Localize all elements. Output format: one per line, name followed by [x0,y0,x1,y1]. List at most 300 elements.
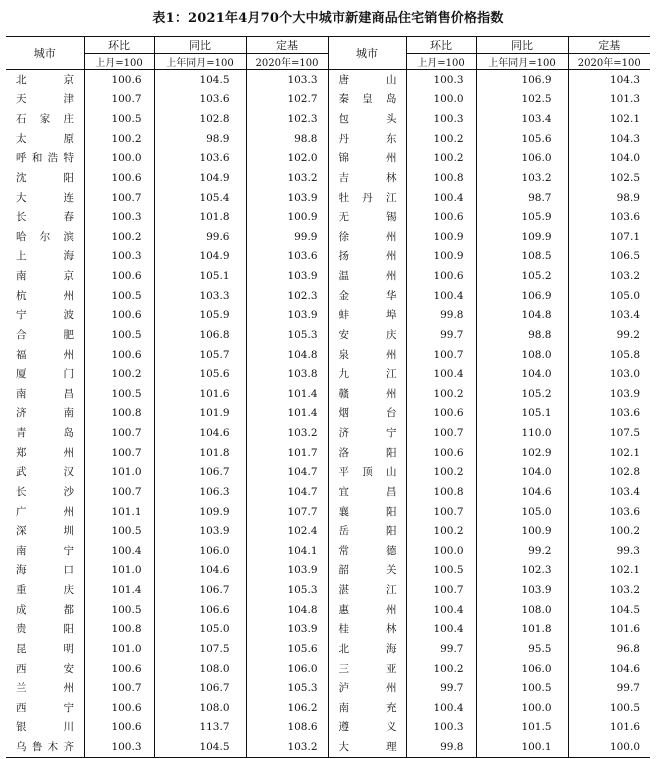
city-name: 宜 昌 [338,485,397,498]
city-name: 济 南 [16,407,74,420]
hb-value-right: 100.5 [406,561,476,581]
table-row [6,423,650,443]
city-cell-right [328,659,406,679]
dj-value-left: 105.6 [246,639,328,659]
city-name: 常 德 [338,544,397,557]
dj-value-left: 105.3 [246,580,328,600]
dj-value-left: 102.0 [246,149,328,169]
city-cell-left [6,247,84,267]
city-cell-left [6,482,84,502]
city-name: 秦皇岛 [338,93,397,106]
dj-value-left: 102.3 [246,109,328,129]
tb-value-left: 106.6 [154,600,246,620]
hb-value-left: 100.6 [84,698,154,718]
hb-value-left: 101.0 [84,639,154,659]
city-name: 石家庄 [16,113,74,126]
tb-value-right: 103.2 [476,168,568,188]
hb-value-right: 100.6 [406,207,476,227]
dj-value-right: 103.6 [568,404,650,424]
dj-subheader-left: 2020年=100 [246,54,328,70]
tb-header-left: 同比 [154,37,246,54]
tb-value-left: 108.0 [154,659,246,679]
dj-value-left: 101.4 [246,384,328,404]
table-row [6,129,650,149]
dj-header-right: 定基 [568,37,650,54]
city-cell-left [6,678,84,698]
hb-value-left: 100.7 [84,423,154,443]
table-row [6,443,650,463]
dj-value-right: 102.1 [568,561,650,581]
hb-value-left: 100.7 [84,678,154,698]
table-row [6,521,650,541]
hb-value-left: 100.3 [84,207,154,227]
hb-value-right: 100.3 [406,718,476,738]
hb-value-right: 100.4 [406,600,476,620]
city-name: 吉 林 [338,171,397,184]
dj-value-right: 104.3 [568,129,650,149]
dj-value-left: 103.6 [246,247,328,267]
hb-header-left: 环比 [84,37,154,54]
hb-value-right: 100.3 [406,109,476,129]
city-cell-left [6,325,84,345]
city-cell-left [6,109,84,129]
tb-value-right: 109.9 [476,227,568,247]
dj-value-right: 96.8 [568,639,650,659]
hb-value-right: 100.0 [406,541,476,561]
tb-value-right: 100.1 [476,737,568,757]
city-cell-left [6,364,84,384]
hb-value-left: 100.6 [84,345,154,365]
city-name: 赣 州 [338,387,397,400]
hb-value-left: 100.5 [84,109,154,129]
city-name: 郑 州 [16,446,74,459]
city-cell-left [6,345,84,365]
city-cell-right [328,247,406,267]
tb-value-left: 101.8 [154,443,246,463]
tb-value-left: 98.9 [154,129,246,149]
city-name: 岳 阳 [338,525,397,538]
hb-value-left: 100.8 [84,620,154,640]
hb-value-left: 101.4 [84,580,154,600]
city-name: 南 宁 [16,544,74,557]
tb-value-right: 104.0 [476,364,568,384]
tb-value-right: 106.9 [476,286,568,306]
dj-value-left: 102.4 [246,521,328,541]
hb-value-left: 100.6 [84,70,154,90]
dj-value-right: 100.0 [568,737,650,757]
hb-value-left: 100.5 [84,600,154,620]
dj-value-right: 104.6 [568,659,650,679]
hb-value-right: 100.7 [406,502,476,522]
dj-subheader-right: 2020年=100 [568,54,650,70]
city-cell-left [6,737,84,757]
dj-value-left: 103.2 [246,737,328,757]
hb-value-right: 99.7 [406,678,476,698]
city-name: 牡丹江 [338,191,397,204]
hb-value-left: 101.1 [84,502,154,522]
dj-value-right: 99.7 [568,678,650,698]
city-name: 九 江 [338,368,397,381]
city-cell-left [6,149,84,169]
hb-value-right: 99.7 [406,639,476,659]
hb-value-left: 100.7 [84,443,154,463]
table-body [6,70,650,758]
dj-value-left: 103.3 [246,70,328,90]
city-cell-left [6,521,84,541]
city-cell-left [6,207,84,227]
table-row [6,659,650,679]
tb-value-left: 104.6 [154,561,246,581]
hb-value-right: 100.7 [406,580,476,600]
hb-value-right: 99.8 [406,306,476,326]
tb-value-right: 104.8 [476,306,568,326]
city-cell-left [6,443,84,463]
table-row [6,266,650,286]
dj-value-right: 103.2 [568,266,650,286]
city-cell-left [6,561,84,581]
city-name: 安 庆 [338,328,397,341]
table-row [6,698,650,718]
dj-value-left: 103.2 [246,423,328,443]
table-row [6,620,650,640]
hb-value-left: 100.3 [84,737,154,757]
tb-value-right: 105.1 [476,404,568,424]
hb-value-left: 100.6 [84,306,154,326]
dj-value-right: 103.4 [568,482,650,502]
tb-value-right: 104.0 [476,463,568,483]
dj-value-left: 102.3 [246,286,328,306]
city-cell-right [328,207,406,227]
city-name: 大 理 [338,741,397,754]
tb-value-left: 103.9 [154,521,246,541]
tb-value-left: 105.0 [154,620,246,640]
city-cell-left [6,580,84,600]
city-cell-right [328,678,406,698]
city-name: 泸 州 [338,682,397,695]
dj-value-left: 103.9 [246,620,328,640]
dj-value-right: 102.5 [568,168,650,188]
table-row [6,325,650,345]
city-name: 唐 山 [338,73,397,86]
dj-value-right: 103.4 [568,306,650,326]
hb-value-right: 100.2 [406,659,476,679]
hb-subheader-right: 上月=100 [406,54,476,70]
hb-value-left: 100.7 [84,482,154,502]
city-cell-right [328,521,406,541]
city-name: 桂 林 [338,623,397,636]
city-cell-left [6,286,84,306]
table-row [6,207,650,227]
city-name: 长 春 [16,211,74,224]
tb-value-left: 107.5 [154,639,246,659]
hb-value-left: 100.2 [84,364,154,384]
hb-header-right: 环比 [406,37,476,54]
city-name: 沈 阳 [16,171,74,184]
tb-value-right: 100.0 [476,698,568,718]
hb-value-right: 100.4 [406,286,476,306]
dj-value-left: 100.9 [246,207,328,227]
tb-value-left: 99.6 [154,227,246,247]
hb-value-left: 100.2 [84,227,154,247]
city-name: 泉 州 [338,348,397,361]
tb-value-right: 105.6 [476,129,568,149]
dj-value-left: 103.9 [246,266,328,286]
hb-value-right: 100.9 [406,227,476,247]
tb-value-right: 108.0 [476,600,568,620]
city-cell-left [6,541,84,561]
table-row [6,482,650,502]
city-name: 厦 门 [16,368,74,381]
city-name: 温 州 [338,270,397,283]
table-row [6,90,650,110]
city-cell-left [6,266,84,286]
city-cell-right [328,364,406,384]
city-name: 南 昌 [16,387,74,400]
table-row [6,639,650,659]
city-name: 锦 州 [338,152,397,165]
city-name: 南 充 [338,701,397,714]
city-cell-right [328,188,406,208]
dj-value-left: 103.9 [246,561,328,581]
dj-value-left: 105.3 [246,678,328,698]
hb-value-right: 100.9 [406,247,476,267]
dj-value-right: 104.5 [568,600,650,620]
city-name: 湛 江 [338,584,397,597]
city-cell-right [328,286,406,306]
city-cell-left [6,600,84,620]
dj-value-right: 103.0 [568,364,650,384]
hb-value-left: 100.8 [84,404,154,424]
city-name: 深 圳 [16,525,74,538]
dj-value-left: 101.4 [246,404,328,424]
city-name: 三 亚 [338,662,397,675]
dj-value-right: 103.6 [568,207,650,227]
tb-value-left: 106.7 [154,580,246,600]
tb-value-left: 101.6 [154,384,246,404]
city-cell-right [328,129,406,149]
city-name: 西 宁 [16,701,74,714]
city-cell-left [6,90,84,110]
hb-value-right: 100.2 [406,129,476,149]
hb-value-right: 99.7 [406,325,476,345]
hb-value-left: 101.0 [84,561,154,581]
city-cell-right [328,463,406,483]
table-row [6,364,650,384]
table-row [6,345,650,365]
tb-value-left: 106.0 [154,541,246,561]
tb-value-right: 104.6 [476,482,568,502]
dj-value-left: 104.7 [246,482,328,502]
hb-value-right: 100.4 [406,698,476,718]
tb-value-left: 105.7 [154,345,246,365]
tb-value-right: 101.5 [476,718,568,738]
hb-value-right: 100.8 [406,482,476,502]
dj-value-right: 99.3 [568,541,650,561]
city-header-right: 城市 [328,37,406,70]
tb-value-right: 99.2 [476,541,568,561]
hb-value-right: 100.2 [406,149,476,169]
city-cell-left [6,227,84,247]
city-cell-right [328,443,406,463]
tb-value-left: 106.3 [154,482,246,502]
city-name: 丹 东 [338,132,397,145]
hb-value-right: 100.7 [406,423,476,443]
tb-value-right: 100.9 [476,521,568,541]
city-name: 太 原 [16,132,74,145]
hb-value-right: 100.6 [406,443,476,463]
dj-value-right: 104.0 [568,149,650,169]
tb-value-right: 110.0 [476,423,568,443]
hb-subheader-left: 上月=100 [84,54,154,70]
tb-value-left: 105.6 [154,364,246,384]
table-row [6,404,650,424]
hb-value-left: 100.6 [84,168,154,188]
dj-value-left: 103.9 [246,188,328,208]
tb-value-right: 108.0 [476,345,568,365]
table-title: 表1：2021年4月70个大中城市新建商品住宅销售价格指数 [152,11,504,26]
city-name: 青 岛 [16,427,74,440]
hb-value-right: 100.2 [406,463,476,483]
hb-value-left: 100.7 [84,188,154,208]
city-cell-left [6,168,84,188]
table-row [6,580,650,600]
table-row [6,149,650,169]
city-cell-left [6,639,84,659]
tb-value-left: 106.8 [154,325,246,345]
city-name: 烟 台 [338,407,397,420]
tb-value-left: 104.5 [154,70,246,90]
tb-subheader-left: 上年同月=100 [154,54,246,70]
table-row [6,502,650,522]
dj-value-left: 107.7 [246,502,328,522]
city-cell-left [6,404,84,424]
city-name: 乌鲁木齐 [16,741,74,754]
city-cell-right [328,423,406,443]
tb-value-right: 98.8 [476,325,568,345]
city-cell-left [6,423,84,443]
tb-value-right: 105.2 [476,384,568,404]
tb-value-left: 106.7 [154,678,246,698]
tb-value-left: 103.3 [154,286,246,306]
table-row [6,247,650,267]
hb-value-left: 100.0 [84,149,154,169]
city-cell-left [6,718,84,738]
tb-value-left: 113.7 [154,718,246,738]
table-row [6,737,650,757]
dj-value-right: 101.6 [568,620,650,640]
city-cell-right [328,580,406,600]
dj-value-right: 101.3 [568,90,650,110]
city-name: 韶 关 [338,564,397,577]
city-cell-right [328,620,406,640]
table-row [6,306,650,326]
dj-value-right: 105.8 [568,345,650,365]
dj-value-left: 102.7 [246,90,328,110]
dj-value-right: 105.0 [568,286,650,306]
city-name: 洛 阳 [338,446,397,459]
city-name: 西 安 [16,662,74,675]
tb-value-right: 101.8 [476,620,568,640]
hb-value-left: 100.6 [84,266,154,286]
city-name: 上 海 [16,250,74,263]
city-cell-left [6,620,84,640]
tb-value-left: 105.4 [154,188,246,208]
hb-value-left: 100.5 [84,384,154,404]
hb-value-right: 100.4 [406,364,476,384]
city-name: 重 庆 [16,584,74,597]
city-cell-right [328,718,406,738]
dj-value-right: 99.2 [568,325,650,345]
city-name: 呼和浩特 [16,152,74,165]
city-cell-right [328,502,406,522]
dj-value-left: 103.9 [246,306,328,326]
hb-value-left: 100.5 [84,325,154,345]
tb-value-left: 101.8 [154,207,246,227]
table-row [6,188,650,208]
tb-value-left: 103.6 [154,149,246,169]
dj-value-right: 100.2 [568,521,650,541]
hb-value-right: 100.0 [406,90,476,110]
city-name: 长 沙 [16,485,74,498]
city-cell-left [6,698,84,718]
dj-value-right: 106.5 [568,247,650,267]
tb-value-left: 104.5 [154,737,246,757]
tb-value-left: 108.0 [154,698,246,718]
tb-value-right: 102.5 [476,90,568,110]
city-cell-right [328,149,406,169]
city-cell-right [328,325,406,345]
city-cell-right [328,109,406,129]
dj-value-right: 103.6 [568,502,650,522]
city-name: 武 汉 [16,466,74,479]
city-cell-right [328,541,406,561]
tb-value-left: 109.9 [154,502,246,522]
dj-value-right: 103.2 [568,580,650,600]
dj-value-left: 108.6 [246,718,328,738]
hb-value-left: 101.0 [84,463,154,483]
dj-value-left: 104.1 [246,541,328,561]
tb-value-right: 100.5 [476,678,568,698]
table-row [6,384,650,404]
city-cell-right [328,737,406,757]
dj-header-left: 定基 [246,37,328,54]
city-cell-right [328,70,406,90]
dj-value-right: 102.1 [568,109,650,129]
tb-header-right: 同比 [476,37,568,54]
hb-value-right: 100.8 [406,168,476,188]
city-name: 无 锡 [338,211,397,224]
tb-value-right: 106.9 [476,70,568,90]
city-name: 福 州 [16,348,74,361]
city-name: 济 宁 [338,427,397,440]
city-cell-right [328,306,406,326]
city-cell-left [6,502,84,522]
hb-value-right: 100.2 [406,384,476,404]
hb-value-left: 100.5 [84,521,154,541]
tb-value-right: 95.5 [476,639,568,659]
city-name: 昆 明 [16,642,74,655]
city-name: 蚌 埠 [338,309,397,322]
table-row [6,227,650,247]
city-cell-left [6,463,84,483]
tb-value-left: 103.6 [154,90,246,110]
city-cell-right [328,266,406,286]
city-name: 合 肥 [16,328,74,341]
city-name: 天 津 [16,93,74,106]
table-header [6,37,650,70]
city-cell-right [328,227,406,247]
city-name: 扬 州 [338,250,397,263]
